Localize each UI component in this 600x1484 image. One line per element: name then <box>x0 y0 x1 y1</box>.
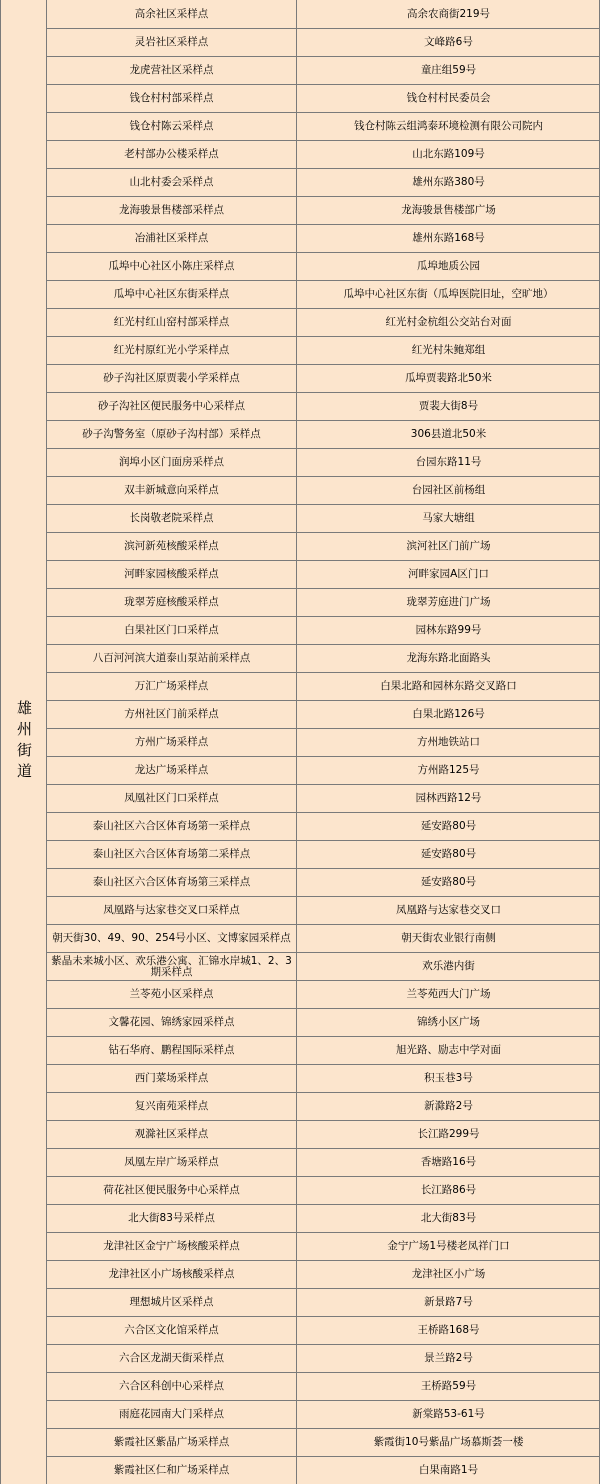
site-name-cell: 凤凰左岸广场采样点 <box>47 1149 297 1176</box>
address-cell: 贾裴大街8号 <box>418 400 479 412</box>
site-name-cell: 泰山社区六合区体育场第一采样点 <box>47 813 297 840</box>
address-cell: 白果南路1号 <box>418 1464 479 1476</box>
site-name-cell: 龙达广场采样点 <box>47 757 297 784</box>
address-cell: 钱仓村陈云组鸿泰环境检测有限公司院内 <box>354 120 543 132</box>
address-cell: 长江路86号 <box>420 1184 477 1196</box>
site-name-cell: 八百河河滨大道泰山泵站前采样点 <box>47 645 297 672</box>
site-name-cell: 砂子沟社区原贾裴小学采样点 <box>47 365 297 392</box>
site-name-cell: 泰山社区六合区体育场第二采样点 <box>47 841 297 868</box>
table-row <box>47 1233 600 1261</box>
site-name-cell: 滨河新苑核酸采样点 <box>47 533 297 560</box>
address-cell: 方州路125号 <box>417 764 480 776</box>
table-row <box>47 421 600 449</box>
table-row <box>47 813 600 841</box>
site-name-cell: 冶浦社区采样点 <box>47 225 297 252</box>
site-name-cell: 观滁社区采样点 <box>47 1121 297 1148</box>
address-cell: 延安路80号 <box>420 848 477 860</box>
table-row <box>47 57 600 85</box>
site-name-cell: 砂子沟社区便民服务中心采样点 <box>47 393 297 420</box>
table-row <box>47 477 600 505</box>
table-row <box>47 1317 600 1345</box>
site-name-cell: 文馨花园、锦绣家园采样点 <box>47 1009 297 1036</box>
site-name-cell: 泰山社区六合区体育场第三采样点 <box>47 869 297 896</box>
table-row <box>47 225 600 253</box>
address-cell: 方州地铁站口 <box>417 736 480 748</box>
site-name-cell: 凤凰社区门口采样点 <box>47 785 297 812</box>
address-cell: 白果北路和园林东路交叉路口 <box>380 680 517 692</box>
table-row <box>47 1065 600 1093</box>
table-row <box>47 1457 600 1484</box>
table-row <box>47 449 600 477</box>
address-cell: 红光村朱鲍郑组 <box>411 344 486 356</box>
table-row <box>47 533 600 561</box>
site-name-cell: 龙津社区金宁广场核酸采样点 <box>47 1233 297 1260</box>
site-name-cell: 瓜埠中心社区东街采样点 <box>47 281 297 308</box>
table-row <box>47 617 600 645</box>
district-label: 雄州街道 <box>15 700 33 784</box>
address-cell: 钱仓村村民委员会 <box>406 92 491 104</box>
table-row <box>47 1345 600 1373</box>
site-name-cell: 瓜埠中心社区小陈庄采样点 <box>47 253 297 280</box>
address-cell: 王桥路168号 <box>417 1324 480 1336</box>
site-name-cell: 北大街83号采样点 <box>47 1205 297 1232</box>
site-name-cell: 龙虎营社区采样点 <box>47 57 297 84</box>
table-row <box>47 701 600 729</box>
site-name-cell: 西门菜场采样点 <box>47 1065 297 1092</box>
address-cell: 龙津社区小广场 <box>411 1268 486 1280</box>
address-cell: 雄州东路168号 <box>412 232 485 244</box>
address-cell: 金宁广场1号楼老凤祥门口 <box>387 1240 510 1252</box>
table-row <box>47 253 600 281</box>
address-cell: 瓜埠中心社区东街（瓜埠医院旧址，空旷地） <box>343 288 554 300</box>
address-cell: 新棠路53-61号 <box>412 1408 485 1420</box>
address-cell: 园林东路99号 <box>415 624 482 636</box>
site-name-cell: 龙津社区小广场核酸采样点 <box>47 1261 297 1288</box>
address-cell: 红光村金杭组公交站台对面 <box>385 316 512 328</box>
address-cell: 景兰路2号 <box>424 1352 473 1364</box>
address-cell: 北大街83号 <box>420 1212 477 1224</box>
site-name-cell: 钱仓村村部采样点 <box>47 85 297 112</box>
site-name-cell: 河畔家园核酸采样点 <box>47 561 297 588</box>
site-name-cell: 老村部办公楼采样点 <box>47 141 297 168</box>
address-cell: 雄州东路380号 <box>412 176 485 188</box>
address-cell: 香塘路16号 <box>420 1156 477 1168</box>
site-name-cell: 紫霞社区紫晶广场采样点 <box>47 1429 297 1456</box>
address-cell: 台园东路11号 <box>415 456 482 468</box>
table-row <box>47 1261 600 1289</box>
table-row <box>47 1037 600 1065</box>
table-row <box>47 169 600 197</box>
site-name-cell: 万汇广场采样点 <box>47 673 297 700</box>
table-row <box>47 785 600 813</box>
table-row <box>47 85 600 113</box>
site-name-cell: 理想城片区采样点 <box>47 1289 297 1316</box>
site-name-cell: 红光村原红光小学采样点 <box>47 337 297 364</box>
site-name-cell: 六合区龙湖天街采样点 <box>47 1345 297 1372</box>
address-cell: 延安路80号 <box>420 876 477 888</box>
table-row <box>47 393 600 421</box>
address-cell: 凤凰路与达家巷交叉口 <box>396 904 501 916</box>
address-cell: 王桥路59号 <box>420 1380 477 1392</box>
address-cell: 新滁路2号 <box>424 1100 473 1112</box>
address-cell: 朝天街农业银行南侧 <box>401 932 496 944</box>
table-row <box>47 645 600 673</box>
table-row <box>47 29 600 57</box>
site-name-cell: 六合区文化馆采样点 <box>47 1317 297 1344</box>
site-name-cell: 凤凰路与达家巷交叉口采样点 <box>47 897 297 924</box>
site-name-cell: 山北村委会采样点 <box>47 169 297 196</box>
site-name-cell: 钻石华府、鹏程国际采样点 <box>47 1037 297 1064</box>
table-row <box>47 981 600 1009</box>
site-name-cell: 红光村红山窑村部采样点 <box>47 309 297 336</box>
address-cell: 锦绣小区广场 <box>417 1016 480 1028</box>
site-name-cell: 复兴南苑采样点 <box>47 1093 297 1120</box>
address-cell: 积玉巷3号 <box>424 1072 473 1084</box>
site-name-cell: 雨庭花园南大门采样点 <box>47 1401 297 1428</box>
site-name-cell: 钱仓村陈云采样点 <box>47 113 297 140</box>
address-cell: 兰苓苑西大门广场 <box>406 988 491 1000</box>
table-row <box>47 141 600 169</box>
address-cell: 山北东路109号 <box>412 148 485 160</box>
site-name-cell: 长岗敬老院采样点 <box>47 505 297 532</box>
table-row <box>47 1429 600 1457</box>
site-name-cell: 珑翠芳庭核酸采样点 <box>47 589 297 616</box>
site-name-cell: 灵岩社区采样点 <box>47 29 297 56</box>
site-name-cell: 兰苓苑小区采样点 <box>47 981 297 1008</box>
table-row <box>47 113 600 141</box>
table-row <box>47 0 600 29</box>
district-cell <box>1 0 47 1484</box>
table-row <box>47 841 600 869</box>
table-row <box>47 757 600 785</box>
address-cell: 紫霞街10号紫晶广场慕斯荟一楼 <box>373 1436 524 1448</box>
table-row <box>47 1289 600 1317</box>
address-cell: 瓜埠地质公园 <box>417 260 480 272</box>
address-cell: 龙海骏景售楼部广场 <box>401 204 496 216</box>
address-cell: 瓜埠贾裴路北50米 <box>405 372 492 384</box>
site-name-cell: 朝天街30、49、90、254号小区、文博家园采样点 <box>47 925 297 952</box>
address-cell: 欢乐港内街 <box>422 960 475 972</box>
table-row <box>47 869 600 897</box>
address-cell: 台园社区前杨组 <box>411 484 486 496</box>
site-name-cell: 荷花社区便民服务中心采样点 <box>47 1177 297 1204</box>
address-cell: 童庄组59号 <box>420 64 477 76</box>
table-row <box>47 1177 600 1205</box>
site-name-cell: 白果社区门口采样点 <box>47 617 297 644</box>
table-row <box>47 281 600 309</box>
site-name-cell: 龙海骏景售楼部采样点 <box>47 197 297 224</box>
table-row <box>47 1093 600 1121</box>
address-cell: 园林西路12号 <box>415 792 482 804</box>
table-row <box>47 197 600 225</box>
address-cell: 306县道北50米 <box>410 428 487 440</box>
table-row <box>47 1009 600 1037</box>
site-name-cell: 双丰新城意向采样点 <box>47 477 297 504</box>
address-cell: 滨河社区门前广场 <box>406 540 491 552</box>
table-row <box>47 1205 600 1233</box>
site-name-cell: 紫晶未来城小区、欢乐港公寓、汇锦水岸城1、2、3期采样点 <box>47 953 297 980</box>
site-name-cell: 砂子沟警务室（原砂子沟村部）采样点 <box>47 421 297 448</box>
address-cell: 新景路7号 <box>424 1296 473 1308</box>
table-row <box>47 1149 600 1177</box>
table-row <box>47 589 600 617</box>
address-cell: 珑翠芳庭进门广场 <box>406 596 491 608</box>
table-row <box>47 1401 600 1429</box>
address-cell: 高余农商街219号 <box>406 7 491 20</box>
table-row <box>47 729 600 757</box>
address-cell: 长江路299号 <box>417 1128 480 1140</box>
table-row <box>47 953 600 981</box>
table-row <box>47 505 600 533</box>
table-row <box>47 309 600 337</box>
address-cell: 龙海东路北面路头 <box>406 652 491 664</box>
site-name-cell: 方州广场采样点 <box>47 729 297 756</box>
table-body <box>47 0 600 1484</box>
site-name-cell: 紫霞社区仁和广场采样点 <box>47 1457 297 1484</box>
site-name-cell: 六合区科创中心采样点 <box>47 1373 297 1400</box>
address-cell: 文峰路6号 <box>424 36 473 48</box>
table-row <box>47 561 600 589</box>
table-row <box>47 673 600 701</box>
address-cell: 延安路80号 <box>420 820 477 832</box>
address-cell: 旭光路、励志中学对面 <box>396 1044 501 1056</box>
site-name-cell: 高余社区采样点 <box>47 0 297 28</box>
address-cell: 马家大塘组 <box>422 512 475 524</box>
address-cell: 河畔家园A区门口 <box>408 568 489 580</box>
address-cell: 白果北路126号 <box>412 708 485 720</box>
site-name-cell: 润埠小区门面房采样点 <box>47 449 297 476</box>
table-row <box>47 925 600 953</box>
site-name-cell: 方州社区门前采样点 <box>47 701 297 728</box>
table-row <box>47 897 600 925</box>
table-row <box>47 1373 600 1401</box>
table-row <box>47 1121 600 1149</box>
table-row <box>47 365 600 393</box>
table-row <box>47 337 600 365</box>
